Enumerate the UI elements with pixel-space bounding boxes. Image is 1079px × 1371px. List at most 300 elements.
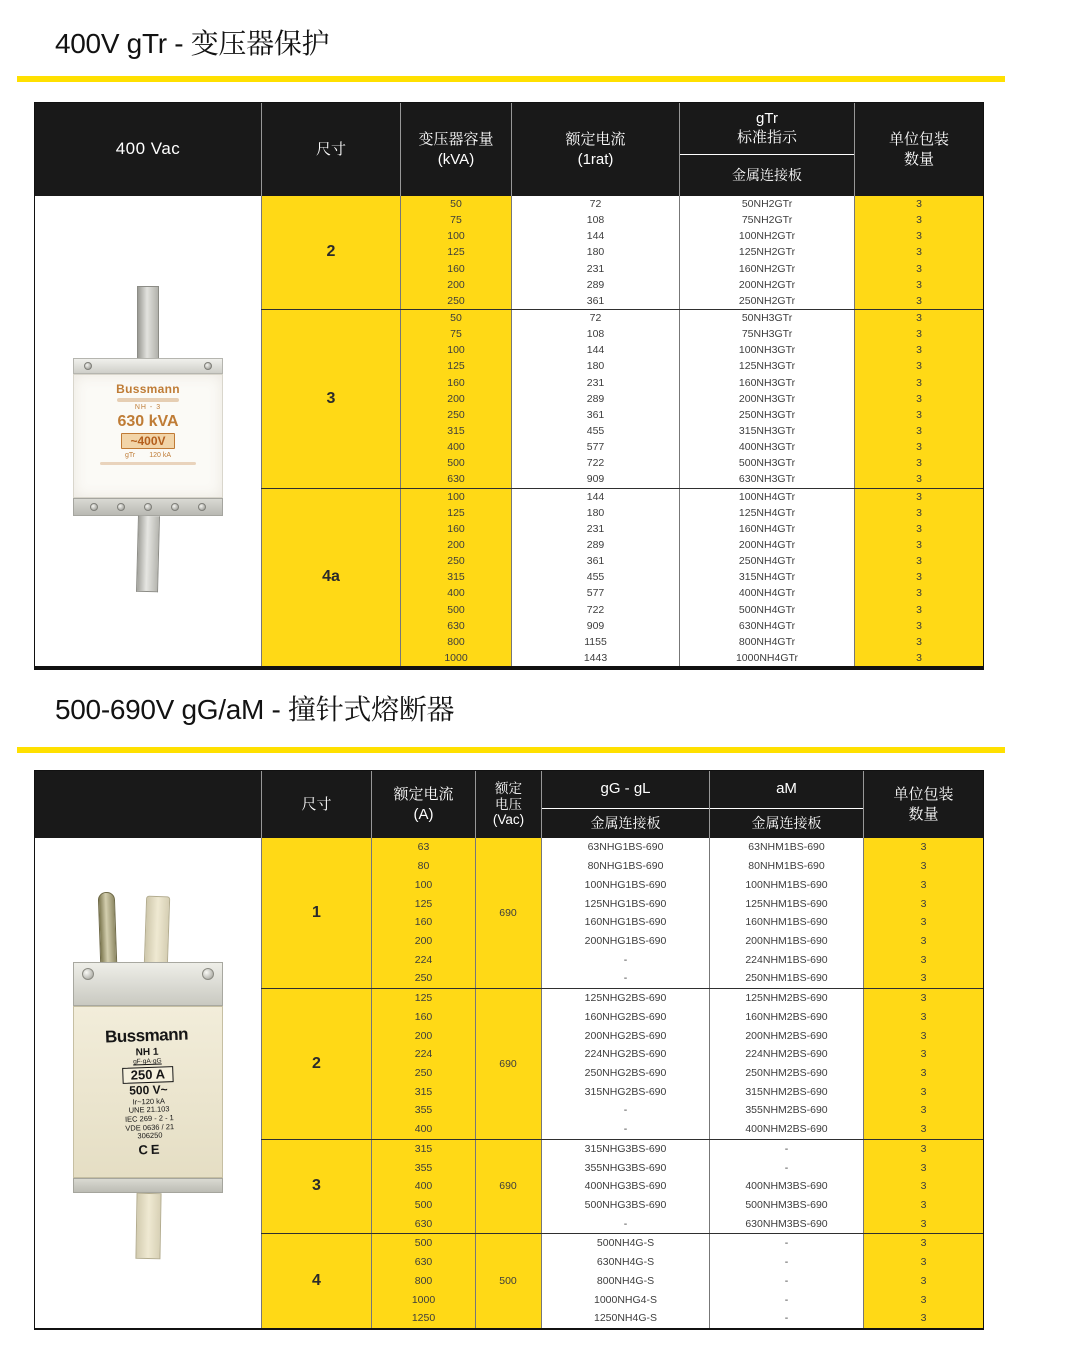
gg-part-cell: 160NHG2BS-690 — [541, 1007, 709, 1026]
gg-part-cell: 1000NHG4-S — [541, 1290, 709, 1309]
current-cell: 400 — [371, 1177, 475, 1196]
current-cell: 144 — [511, 228, 679, 244]
voltage-cell — [475, 1158, 541, 1177]
header-current — [371, 771, 475, 838]
voltage-cell — [475, 1177, 541, 1196]
kva-cell: 630 — [400, 471, 511, 487]
voltage-cell — [475, 1290, 541, 1309]
current-cell: 909 — [511, 618, 679, 634]
qty-cell: 3 — [863, 1177, 983, 1196]
qty-cell: 3 — [854, 375, 983, 391]
qty-cell: 3 — [854, 391, 983, 407]
voltage-cell — [475, 1309, 541, 1328]
qty-cell: 3 — [863, 1007, 983, 1026]
fuse-model: NH - 3 — [134, 404, 162, 411]
qty-cell: 3 — [854, 326, 983, 342]
table-row — [400, 423, 983, 439]
header-gtr-line1: gTr — [756, 109, 778, 127]
table-row — [371, 1082, 983, 1101]
header-am-top: aM — [776, 780, 797, 798]
current-cell: 289 — [511, 391, 679, 407]
part-number-cell: 250NH3GTr — [679, 407, 854, 423]
table-row — [400, 407, 983, 423]
table-row — [400, 634, 983, 650]
header-size: 尺寸 — [261, 771, 371, 838]
gtr-table-rows — [261, 196, 983, 666]
qty-cell: 3 — [854, 212, 983, 228]
part-number-cell: 75NH2GTr — [679, 212, 854, 228]
gg-part-cell: 1250NH4G-S — [541, 1309, 709, 1328]
header-current-line2: (1rat) — [577, 150, 614, 168]
gg-part-cell: - — [541, 1120, 709, 1139]
am-part-cell: 200NHM1BS-690 — [709, 932, 863, 951]
current-cell: 355 — [371, 1101, 475, 1120]
size-cell: 2 — [261, 989, 371, 1139]
product-photo-column — [35, 838, 261, 1328]
fuse-bottom-cap — [73, 498, 223, 516]
header-voltage-line2: 电压 — [495, 796, 522, 812]
current-cell: 909 — [511, 471, 679, 487]
table-row — [400, 212, 983, 228]
part-number-cell: 250NH4GTr — [679, 553, 854, 569]
current-cell: 361 — [511, 293, 679, 309]
am-part-cell: - — [709, 1253, 863, 1272]
qty-cell: 3 — [863, 989, 983, 1008]
gg-part-cell: 80NHG1BS-690 — [541, 857, 709, 876]
voltage-cell — [475, 1140, 541, 1159]
qty-cell: 3 — [863, 1253, 983, 1272]
am-part-cell: 630NHM3BS-690 — [709, 1214, 863, 1233]
kva-cell: 125 — [400, 358, 511, 374]
voltage-cell — [475, 1196, 541, 1215]
gg-part-cell: 63NHG1BS-690 — [541, 838, 709, 857]
header-pack-line1: 单位包装 — [893, 786, 954, 803]
table-row — [371, 932, 983, 951]
bolt-icon — [117, 503, 125, 511]
qty-cell: 3 — [854, 455, 983, 471]
label-decoration — [117, 398, 179, 402]
table-row — [371, 838, 983, 857]
header-capacity — [400, 103, 511, 196]
current-cell: 400 — [371, 1120, 475, 1139]
qty-cell: 3 — [854, 261, 983, 277]
current-cell: 455 — [511, 423, 679, 439]
part-number-cell: 315NH3GTr — [679, 423, 854, 439]
part-number-cell: 50NH3GTr — [679, 310, 854, 326]
header-gtr-top — [680, 103, 854, 154]
kva-cell: 400 — [400, 585, 511, 601]
voltage-cell — [475, 1082, 541, 1101]
fuse-characteristics — [125, 452, 171, 459]
qty-cell: 3 — [854, 489, 983, 505]
gg-part-cell: - — [541, 1101, 709, 1120]
header-voltage — [475, 771, 541, 838]
kva-cell: 50 — [400, 196, 511, 212]
table-row — [371, 875, 983, 894]
am-part-cell: - — [709, 1290, 863, 1309]
current-cell: 180 — [511, 358, 679, 374]
part-number-cell: 125NH2GTr — [679, 244, 854, 260]
size-cell: 3 — [261, 1140, 371, 1234]
kva-cell: 500 — [400, 455, 511, 471]
current-cell: 144 — [511, 342, 679, 358]
am-part-cell: 125NHM1BS-690 — [709, 894, 863, 913]
header-current-line1: 额定电流 — [393, 786, 454, 803]
qty-cell: 3 — [854, 407, 983, 423]
table-row — [371, 1272, 983, 1291]
part-number-cell: 400NH4GTr — [679, 585, 854, 601]
rows-container — [400, 196, 983, 309]
table-row — [371, 1140, 983, 1159]
kva-cell: 160 — [400, 521, 511, 537]
gg-part-cell: 315NHG3BS-690 — [541, 1140, 709, 1159]
voltage-merged-cell: 690 — [499, 1180, 517, 1193]
header-blank — [35, 771, 261, 838]
gg-part-cell: 355NHG3BS-690 — [541, 1158, 709, 1177]
part-number-cell: 100NH4GTr — [679, 489, 854, 505]
current-cell: 160 — [371, 1007, 475, 1026]
gg-part-cell: - — [541, 969, 709, 988]
table-row — [400, 358, 983, 374]
lug-icon — [82, 968, 94, 980]
table-row — [400, 471, 983, 487]
header-gtr-indicator — [679, 103, 854, 196]
gg-part-cell: 200NHG2BS-690 — [541, 1026, 709, 1045]
current-cell: 722 — [511, 602, 679, 618]
qty-cell: 3 — [863, 1290, 983, 1309]
current-cell: 250 — [371, 969, 475, 988]
table-row — [400, 244, 983, 260]
part-number-cell: 100NH2GTr — [679, 228, 854, 244]
am-part-cell: 63NHM1BS-690 — [709, 838, 863, 857]
gg-part-cell: 500NH4G-S — [541, 1234, 709, 1253]
current-cell: 800 — [371, 1272, 475, 1291]
am-part-cell: 224NHM1BS-690 — [709, 950, 863, 969]
kva-cell: 250 — [400, 407, 511, 423]
qty-cell: 3 — [863, 1158, 983, 1177]
size-cell: 4 — [261, 1234, 371, 1328]
qty-cell: 3 — [863, 1309, 983, 1328]
current-cell: 630 — [371, 1253, 475, 1272]
qty-cell: 3 — [854, 505, 983, 521]
header-am — [709, 771, 863, 838]
size-group-2 — [261, 988, 983, 1139]
gg-part-cell: 250NHG2BS-690 — [541, 1064, 709, 1083]
qty-cell: 3 — [854, 650, 983, 666]
qty-cell: 3 — [863, 1120, 983, 1139]
current-cell: 722 — [511, 455, 679, 471]
table-row — [400, 391, 983, 407]
fuse-rating: 250 A — [122, 1066, 173, 1085]
qty-cell: 3 — [863, 1082, 983, 1101]
header-size: 尺寸 — [261, 103, 400, 196]
part-number-cell: 200NH3GTr — [679, 391, 854, 407]
current-cell: 315 — [371, 1082, 475, 1101]
kva-cell: 200 — [400, 277, 511, 293]
rows-container — [371, 1234, 983, 1328]
table-row — [371, 989, 983, 1008]
section2-title: 500-690V gG/aM - 撞针式熔断器 — [55, 694, 455, 725]
qty-cell: 3 — [854, 439, 983, 455]
size-cell: 2 — [261, 196, 400, 309]
header-gtr-line2: 标准指示 — [736, 128, 797, 146]
table-row — [400, 455, 983, 471]
current-cell: 231 — [511, 521, 679, 537]
part-number-cell: 200NH4GTr — [679, 537, 854, 553]
voltage-cell — [475, 989, 541, 1008]
current-cell: 72 — [511, 196, 679, 212]
part-number-cell: 160NH4GTr — [679, 521, 854, 537]
qty-cell: 3 — [863, 875, 983, 894]
qty-cell: 3 — [854, 293, 983, 309]
voltage-merged-cell: 690 — [499, 1057, 517, 1070]
am-part-cell: - — [709, 1309, 863, 1328]
kva-cell: 160 — [400, 261, 511, 277]
kva-cell: 100 — [400, 489, 511, 505]
header-gtr-sub: 金属连接板 — [680, 154, 854, 196]
size-group-3 — [261, 1139, 983, 1234]
kva-cell: 75 — [400, 326, 511, 342]
fuse-top-bracket — [73, 962, 223, 1006]
table-row — [400, 553, 983, 569]
header-current-line2: (A) — [413, 805, 434, 823]
kva-cell: 100 — [400, 228, 511, 244]
qty-cell: 3 — [854, 537, 983, 553]
am-part-cell: - — [709, 1158, 863, 1177]
am-part-cell: 125NHM2BS-690 — [709, 989, 863, 1008]
table-row — [371, 1007, 983, 1026]
lug-icon — [202, 968, 214, 980]
current-cell: 144 — [511, 489, 679, 505]
kva-cell: 500 — [400, 602, 511, 618]
kva-cell: 630 — [400, 618, 511, 634]
rows-container — [371, 989, 983, 1139]
part-number-cell: 200NH2GTr — [679, 277, 854, 293]
table-row — [400, 228, 983, 244]
kva-cell: 75 — [400, 212, 511, 228]
voltage-cell — [475, 894, 541, 913]
kva-cell: 160 — [400, 375, 511, 391]
qty-cell: 3 — [863, 894, 983, 913]
bolt-icon — [204, 362, 212, 370]
current-cell: 1250 — [371, 1309, 475, 1328]
kva-cell: 200 — [400, 537, 511, 553]
voltage-cell — [475, 857, 541, 876]
voltage-cell — [475, 875, 541, 894]
qty-cell: 3 — [854, 228, 983, 244]
qty-cell: 3 — [863, 1026, 983, 1045]
current-cell: 108 — [511, 212, 679, 228]
header-gg-top: gG - gL — [600, 780, 651, 798]
size-group-4a — [261, 488, 983, 667]
gg-part-cell: 500NHG3BS-690 — [541, 1196, 709, 1215]
current-cell: 72 — [511, 310, 679, 326]
fuse-brand: Bussmann — [104, 1024, 188, 1047]
current-cell: 200 — [371, 932, 475, 951]
gg-part-cell: 200NHG1BS-690 — [541, 932, 709, 951]
table-row — [371, 1064, 983, 1083]
table-row — [371, 1196, 983, 1215]
gg-part-cell: 315NHG2BS-690 — [541, 1082, 709, 1101]
am-part-cell: 160NHM2BS-690 — [709, 1007, 863, 1026]
am-part-cell: 400NHM3BS-690 — [709, 1177, 863, 1196]
fuse-standard: VDE 0636 / 21 — [124, 1121, 174, 1133]
table-row — [371, 913, 983, 932]
gg-part-cell: 224NHG2BS-690 — [541, 1045, 709, 1064]
am-part-cell: 400NHM2BS-690 — [709, 1120, 863, 1139]
table-row — [371, 1234, 983, 1253]
table-row — [371, 857, 983, 876]
part-number-cell: 1000NH4GTr — [679, 650, 854, 666]
part-number-cell: 75NH3GTr — [679, 326, 854, 342]
qty-cell: 3 — [854, 618, 983, 634]
fuse-voltage: 500 V~ — [128, 1082, 168, 1098]
qty-cell: 3 — [863, 950, 983, 969]
table-row — [400, 618, 983, 634]
current-cell: 1000 — [371, 1290, 475, 1309]
current-cell: 100 — [371, 875, 475, 894]
table-row — [400, 602, 983, 618]
table-row — [400, 342, 983, 358]
header-am-sub: 金属连接板 — [710, 808, 863, 838]
current-cell: 361 — [511, 553, 679, 569]
am-part-cell: 160NHM1BS-690 — [709, 913, 863, 932]
label-decoration — [100, 462, 196, 465]
voltage-merged-cell: 690 — [499, 906, 517, 919]
product-photo-column — [35, 196, 261, 666]
qty-cell: 3 — [854, 471, 983, 487]
current-cell: 125 — [371, 894, 475, 913]
section1-title: 400V gTr - 变压器保护 — [55, 28, 330, 59]
ce-mark-icon: CE — [137, 1141, 163, 1158]
qty-cell: 3 — [863, 932, 983, 951]
table-row — [371, 1026, 983, 1045]
fuse-blade-icon — [136, 516, 160, 593]
am-part-cell: - — [709, 1140, 863, 1159]
gtr-table-header — [35, 103, 983, 196]
qty-cell: 3 — [854, 553, 983, 569]
voltage-cell — [475, 1234, 541, 1253]
current-cell: 289 — [511, 537, 679, 553]
current-cell: 231 — [511, 261, 679, 277]
fuse-voltage: ~400V — [121, 433, 174, 449]
voltage-cell — [475, 1101, 541, 1120]
voltage-cell — [475, 838, 541, 857]
voltage-cell — [475, 1026, 541, 1045]
size-group-3 — [261, 309, 983, 488]
kva-cell: 100 — [400, 342, 511, 358]
current-cell: 500 — [371, 1196, 475, 1215]
rows-container — [371, 1140, 983, 1234]
table-row — [371, 1214, 983, 1233]
kva-cell: 800 — [400, 634, 511, 650]
qty-cell: 3 — [854, 521, 983, 537]
kva-cell: 250 — [400, 553, 511, 569]
qty-cell: 3 — [863, 1045, 983, 1064]
size-group-1 — [261, 838, 983, 988]
table-row — [400, 439, 983, 455]
qty-cell: 3 — [854, 358, 983, 374]
fuse-top-contacts — [73, 892, 223, 962]
voltage-cell — [475, 1064, 541, 1083]
current-cell: 224 — [371, 1045, 475, 1064]
rows-container — [400, 310, 983, 488]
fuse-breaking-capacity: 120 kA — [149, 452, 172, 459]
fuse-standard: IEC 269 - 2 - 1 — [124, 1113, 174, 1124]
size-cell: 4a — [261, 489, 400, 667]
qty-cell: 3 — [863, 969, 983, 988]
current-cell: 180 — [511, 244, 679, 260]
gg-am-table-rows — [261, 838, 983, 1328]
current-cell: 108 — [511, 326, 679, 342]
am-part-cell: 355NHM2BS-690 — [709, 1101, 863, 1120]
fuse-body-label — [73, 1006, 223, 1178]
part-number-cell: 800NH4GTr — [679, 634, 854, 650]
gtr-table-body — [35, 196, 983, 666]
fuse-blade-icon — [135, 1193, 161, 1259]
voltage-cell — [475, 1214, 541, 1233]
kva-cell: 1000 — [400, 650, 511, 666]
qty-cell: 3 — [863, 913, 983, 932]
header-voltage: 400 Vac — [115, 139, 181, 159]
fuse-breaking-capacity: Ir~120 kA — [132, 1096, 165, 1107]
kva-cell: 200 — [400, 391, 511, 407]
bolt-icon — [84, 362, 92, 370]
am-part-cell: 250NHM1BS-690 — [709, 969, 863, 988]
part-number-cell: 160NH3GTr — [679, 375, 854, 391]
qty-cell: 3 — [854, 244, 983, 260]
part-number-cell: 500NH3GTr — [679, 455, 854, 471]
gg-part-cell: 125NHG1BS-690 — [541, 894, 709, 913]
part-number-cell: 315NH4GTr — [679, 569, 854, 585]
kva-cell: 50 — [400, 310, 511, 326]
qty-cell: 3 — [863, 1064, 983, 1083]
qty-cell: 3 — [863, 857, 983, 876]
part-number-cell: 125NH3GTr — [679, 358, 854, 374]
table-row — [371, 969, 983, 988]
part-number-cell: 250NH2GTr — [679, 293, 854, 309]
voltage-cell — [475, 1253, 541, 1272]
current-cell: 455 — [511, 569, 679, 585]
kva-cell: 315 — [400, 569, 511, 585]
nh3-fuse-image — [73, 286, 223, 592]
table-row — [400, 277, 983, 293]
gg-am-table-body — [35, 838, 983, 1328]
bolt-icon — [90, 503, 98, 511]
table-row — [371, 1177, 983, 1196]
voltage-cell — [475, 932, 541, 951]
am-part-cell: 80NHM1BS-690 — [709, 857, 863, 876]
current-cell: 315 — [371, 1140, 475, 1159]
header-gg-gl — [541, 771, 709, 838]
table-row — [371, 950, 983, 969]
am-part-cell: - — [709, 1272, 863, 1291]
table-row — [400, 650, 983, 666]
header-pack-line1: 单位包装 — [888, 131, 949, 148]
fuse-char-class: gTr — [124, 452, 136, 459]
part-number-cell: 125NH4GTr — [679, 505, 854, 521]
table-row — [400, 261, 983, 277]
voltage-cell — [475, 969, 541, 988]
rows-container — [400, 489, 983, 667]
current-cell: 160 — [371, 913, 475, 932]
current-cell: 500 — [371, 1234, 475, 1253]
current-cell: 1155 — [511, 634, 679, 650]
bolt-icon — [198, 503, 206, 511]
kva-cell: 125 — [400, 244, 511, 260]
bolt-icon — [171, 503, 179, 511]
part-number-cell: 160NH2GTr — [679, 261, 854, 277]
